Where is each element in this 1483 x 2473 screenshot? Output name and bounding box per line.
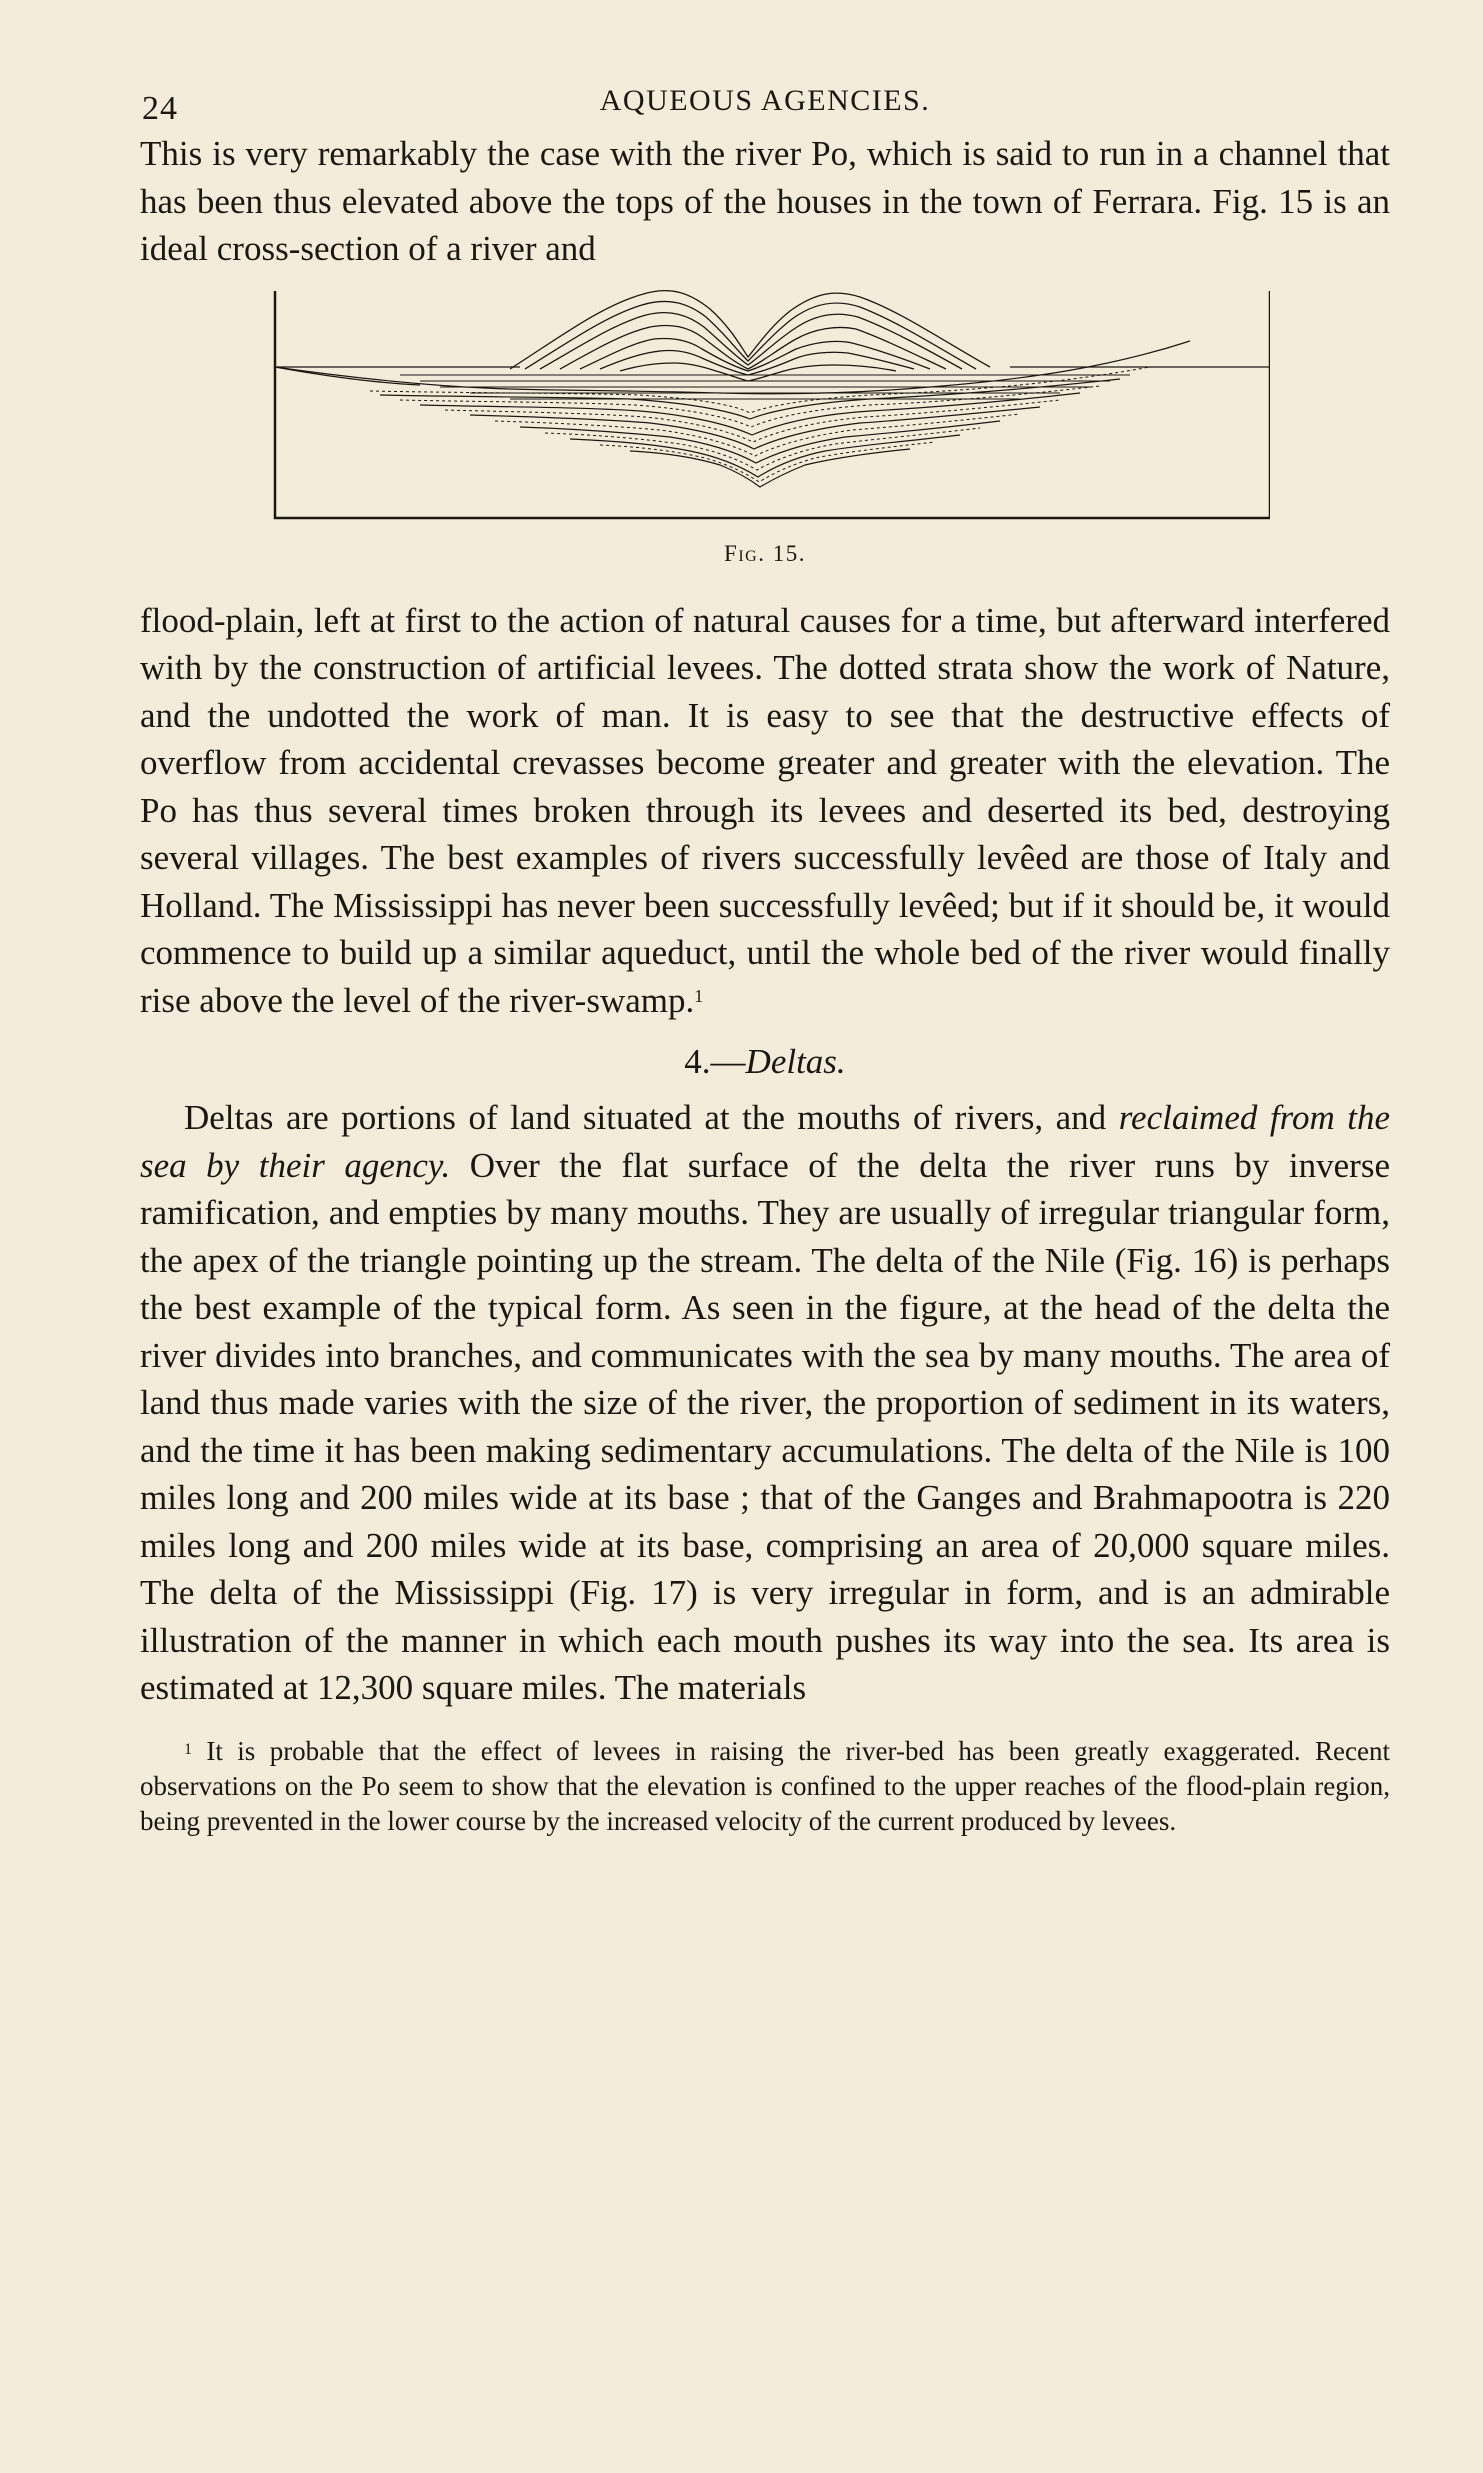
paragraph-1: This is very remarkably the case with the river Po, which is said to run in a channel that has been thus elevated above the tops of the houses in the town of Ferrara. Fig. 15 is an ideal cross-section of a river and: [140, 134, 1390, 268]
section-heading: [140, 1042, 1390, 1082]
paragraph-2: [140, 597, 1390, 1025]
section-number: 4.—: [684, 1042, 746, 1081]
page-number: 24: [142, 90, 178, 127]
footnote-text: It is probable that the effect of levees in raising the river-bed has been greatly exaggerated. Recent observations on the Po seem to show that the elevation is confined to the upper reaches of the flood-plain region, being prevented in the lower course by the increased velocity of the current produced by levees.: [140, 1735, 1390, 1836]
section-title: Deltas.: [745, 1042, 846, 1081]
figure-15: [140, 287, 1390, 597]
paragraph-2-text: flood-plain, left at first to the action of natural causes for a time, but afterward interfered with by the construction of artificial levees. The dotted strata show the work of Nature, and the undotted the work of man. It is easy to see that the destructive effects of overflow from accidental crevasses become greater and greater with the elevation. The Po has thus several times broken through its levees and deserted its bed, destroying several villages. The best examples of rivers successfully levêed are those of Italy and Holland. The Mississippi has never been successfully levêed; but if it should be, it would commence to build up a similar aqueduct, until the whole bed of the river would finally rise above the level of the river-swamp.: [140, 600, 1390, 1020]
paragraph-3-italic: reclaimed from the sea by their agency.: [140, 1098, 1391, 1185]
page: [140, 80, 1390, 1866]
paragraph-3-rest: Over the flat surface of the delta the river runs by inverse ramification, and empties by many mouths. They are usually of irregular triangular form, the apex of the triangle pointing up the stream. The delta of the Nile (Fig. 16) is perhaps the best example of the typical form. As seen in the figure, at the head of the delta the river divides into branches, and communicates with the sea by many mouths. The area of land thus made varies with the size of the river, the proportion of sediment in its waters, and the time it has been making sedimentary accumulations. The delta of the Nile is 100 miles long and 200 miles wide at its base ; that of the Ganges and Brahmapootra is 220 miles long and 200 miles wide at its base, comprising an area of 20,000 square miles. The delta of the Mississippi (Fig. 17) is very irregular in form, and is an admirable illustration of the manner in which each mouth pushes its way into the sea. Its area is estimated at 12,300 square miles. The materials: [140, 1145, 1390, 1707]
paragraph-3-lead: Deltas are portions of land situated at the mouths of rivers, and: [184, 1098, 1119, 1137]
figure-caption: Fig. 15.: [724, 540, 806, 566]
footnote-marker: 1: [184, 1740, 192, 1758]
river-cross-section-diagram: [270, 287, 1270, 527]
running-head: [140, 80, 1390, 130]
footnote: [140, 1734, 1390, 1839]
running-title: AQUEOUS AGENCIES.: [599, 84, 931, 117]
footnote-reference: 1: [694, 985, 704, 1006]
paragraph-3: [140, 1094, 1390, 1712]
